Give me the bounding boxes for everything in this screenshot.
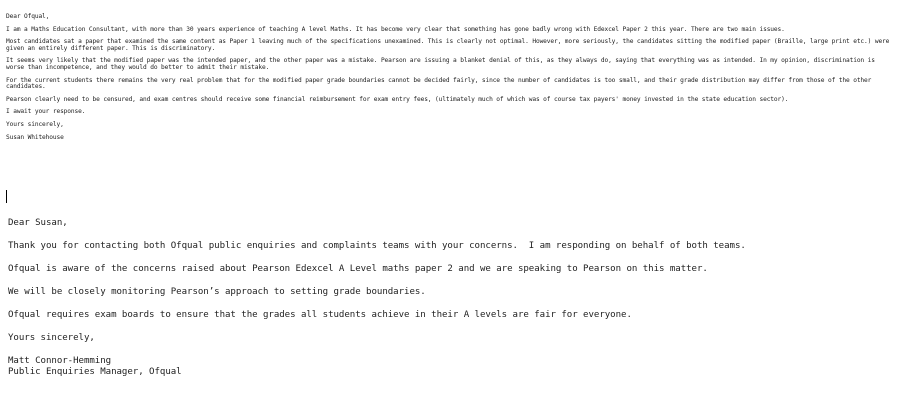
text-cursor — [6, 190, 7, 203]
reply-paragraph-3: We will be closely monitoring Pearson’s approach to setting grade boundaries. — [8, 287, 426, 297]
reply-email — [8, 218, 888, 378]
original-paragraph-3: It seems very likely that the modified paper was the intended paper, and the other paper was a mistake. Pearson are issuing a blanket denial of this, as they always do, saying that everything was as intended. In my opinion, discrimination is worse than incompetence, and they would do better to admit their mistake. — [6, 57, 879, 71]
reply-paragraph-1: Thank you for contacting both Ofqual public enquiries and complaints teams with your concerns. I am responding on behalf of both teams. — [8, 241, 746, 251]
reply-signature-name: Matt Connor-Hemming — [8, 356, 112, 366]
reply-signature-title: Public Enquiries Manager, Ofqual — [8, 367, 182, 377]
original-paragraph-1: I am a Maths Education Consultant, with more than 30 years experience of teaching A level Maths. It has become very clear that something has gone badly wrong with Edexcel Paper 2 this year. There are two main issues. — [6, 25, 785, 33]
original-salutation: Dear Ofqual, — [6, 13, 50, 20]
reply-paragraph-4: Ofqual requires exam boards to ensure that the grades all students achieve in their A levels are fair for everyone. — [8, 310, 632, 320]
original-paragraph-2: Most candidates sat a paper that examined the same content as Paper 1 leaving much of the specifications unexamined. This is clearly not optimal. However, more seriously, the candidates sitting the modified paper (Braille, large print etc.) were given an entirely different paper. This is discriminatory. — [6, 38, 893, 52]
reply-paragraph-2: Ofqual is aware of the concerns raised about Pearson Edexcel A Level maths paper 2 and we are speaking to Pearson on this matter. — [8, 264, 708, 274]
original-paragraph-4: For the current students there remains the very real problem that for the modified paper grade boundaries cannot be decided fairly, since the number of candidates is too small, and their grade distribution may differ from those of the other candidates. — [6, 76, 875, 91]
reply-salutation: Dear Susan, — [8, 218, 68, 228]
original-paragraph-6: I await your response. — [6, 108, 86, 116]
original-signature: Susan Whitehouse — [6, 133, 64, 141]
original-paragraph-5: Pearson clearly need to be censured, and exam centres should receive some financial reimbursement for exam entry fees, (ultimately much of which was of course tax payers' money invested in the state education sector). — [6, 95, 789, 103]
original-email — [6, 13, 893, 147]
reply-closing: Yours sincerely, — [8, 333, 95, 343]
original-closing: Yours sincerely, — [6, 120, 64, 128]
